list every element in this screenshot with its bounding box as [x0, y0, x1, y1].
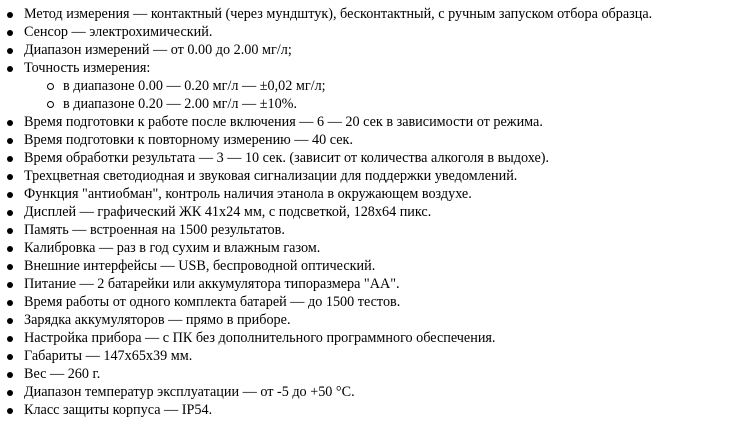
bullet-icon	[7, 300, 13, 306]
bullet-icon	[7, 372, 13, 378]
spec-text: Класс защиты корпуса — IP54.	[24, 402, 213, 418]
spec-item	[0, 329, 735, 347]
bullet-icon	[7, 210, 13, 216]
spec-item	[0, 167, 735, 185]
spec-text: Калибровка — раз в год сухим и влажным газом.	[24, 240, 321, 256]
spec-text: Время подготовки к повторному измерению — 40 сек.	[24, 132, 353, 148]
spec-text: Питание — 2 батарейки или аккумулятора типоразмера "АА".	[24, 276, 400, 292]
spec-text: Метод измерения — контактный (через мундштук), бесконтактный, с ручным запуском отбора образца.	[24, 6, 653, 22]
spec-item	[0, 257, 735, 275]
circle-bullet-icon	[47, 101, 54, 108]
spec-text: Время подготовки к работе после включения — 6 — 20 сек в зависимости от режима.	[24, 114, 543, 130]
bullet-icon	[7, 336, 13, 342]
bullet-icon	[7, 138, 13, 144]
spec-text: Настройка прибора — с ПК без дополнительного программного обеспечения.	[24, 330, 496, 346]
bullet-icon	[7, 354, 13, 360]
spec-item	[0, 203, 735, 221]
sub-item	[24, 95, 735, 113]
spec-text: Зарядка аккумуляторов — прямо в приборе.	[24, 312, 291, 328]
spec-text: Точность измерения:	[24, 60, 151, 76]
spec-text: Дисплей — графический ЖК 41x24 мм, с подсветкой, 128x64 пикс.	[24, 204, 432, 220]
bullet-icon	[7, 264, 13, 270]
spec-item	[0, 113, 735, 131]
bullet-icon	[7, 192, 13, 198]
spec-text: Время обработки результата — 3 — 10 сек. (зависит от количества алкоголя в выдохе).	[24, 150, 550, 166]
spec-item	[0, 5, 735, 23]
spec-item	[0, 293, 735, 311]
spec-text: Трехцветная светодиодная и звуковая сигнализации для поддержки уведомлений.	[24, 168, 518, 184]
spec-text: Вес — 260 г.	[24, 366, 101, 382]
spec-item	[0, 311, 735, 329]
bullet-icon	[7, 120, 13, 126]
spec-item	[0, 365, 735, 383]
spec-text: Диапазон температур эксплуатации — от -5 до +50 °С.	[24, 384, 355, 400]
spec-item	[0, 23, 735, 41]
spec-item	[0, 401, 735, 419]
spec-item	[0, 131, 735, 149]
spec-item	[0, 383, 735, 401]
specs-list	[0, 5, 735, 419]
bullet-icon	[7, 228, 13, 234]
accuracy-sublist	[24, 77, 735, 113]
bullet-icon	[7, 156, 13, 162]
bullet-icon	[7, 390, 13, 396]
spec-text: Функция "антиобман", контроль наличия этанола в окружающем воздухе.	[24, 186, 472, 202]
bullet-icon	[7, 12, 13, 18]
spec-item	[0, 239, 735, 257]
spec-text: Память — встроенная на 1500 результатов.	[24, 222, 285, 238]
spec-item	[0, 41, 735, 59]
spec-text: Сенсор — электрохимический.	[24, 24, 213, 40]
bullet-icon	[7, 408, 13, 414]
spec-text: Внешние интерфейсы — USB, беспроводной оптический.	[24, 258, 376, 274]
sub-item	[24, 77, 735, 95]
bullet-icon	[7, 48, 13, 54]
spec-item	[0, 347, 735, 365]
sub-text: в диапазоне 0.20 — 2.00 мг/л — ±10%.	[63, 96, 298, 112]
spec-item-accuracy	[0, 59, 735, 113]
spec-item	[0, 275, 735, 293]
bullet-icon	[7, 174, 13, 180]
spec-text: Габариты — 147x65x39 мм.	[24, 348, 193, 364]
bullet-icon	[7, 318, 13, 324]
spec-text: Диапазон измерений — от 0.00 до 2.00 мг/л;	[24, 42, 292, 58]
bullet-icon	[7, 30, 13, 36]
spec-item	[0, 149, 735, 167]
spec-item	[0, 185, 735, 203]
spec-text: Время работы от одного комплекта батарей — до 1500 тестов.	[24, 294, 401, 310]
bullet-icon	[7, 246, 13, 252]
bullet-icon	[7, 66, 13, 72]
spec-item	[0, 221, 735, 239]
circle-bullet-icon	[47, 83, 54, 90]
bullet-icon	[7, 282, 13, 288]
sub-text: в диапазоне 0.00 — 0.20 мг/л — ±0,02 мг/л;	[63, 78, 326, 94]
